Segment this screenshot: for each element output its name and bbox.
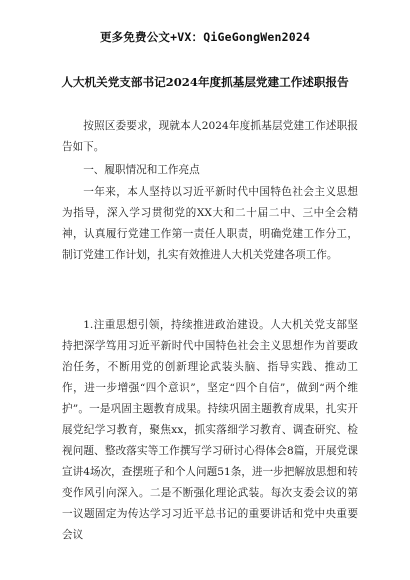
document-title: 人大机关党支部书记2024年度抓基层党建工作述职报告 xyxy=(61,75,349,89)
header-note: 更多免费公文+VX：QiGeGongWen2024 xyxy=(99,30,311,44)
intro-paragraph-block xyxy=(62,116,358,158)
body-paragraph-2: 1.注重思想引领，持续推进政治建设。人大机关党支部坚持把深学笃用习近平新时代中国特色社会主义思想作为首要政治任务，不断用党的创新理论武装头脑、指导实践、推动工作，进一步增强“四个意识”，坚定“四个自信”，做到“两个维护”。一是巩固主题教育成果。持续巩固主题教育成果，扎实开展党纪学习教育，聚焦xx，抓实落细学习教育、调查研究、检视问题、整改落实等工作撰写学习研讨心得体会8篇，开展党课宣讲4场次，查摆班子和个人问题51条，进一步把解放思想和转变作风引向深入。二是不断强化理论武装。每次支委会议的第一议题固定为传达学习习近平总书记的重要讲话和党中央重要会议 xyxy=(62,319,358,541)
body-paragraph-1: 一年来，本人坚持以习近平新时代中国特色社会主义思想为指导，深入学习贯彻党的XX大和二十届二中、三中全会精神，认真履行党建工作第一责任人职责，明确党建工作分工，制订党建工作计划，扎实有效推进人大机关党建各项工作。 xyxy=(62,186,358,261)
body-paragraph-2-block xyxy=(62,315,358,546)
section-heading: 一、履职情况和工作亮点 xyxy=(83,164,200,176)
body-paragraph-1-block xyxy=(62,182,358,266)
section-heading-block xyxy=(62,160,358,181)
intro-paragraph: 按照区委要求，现就本人2024年度抓基层党建工作述职报告如下。 xyxy=(62,120,358,153)
